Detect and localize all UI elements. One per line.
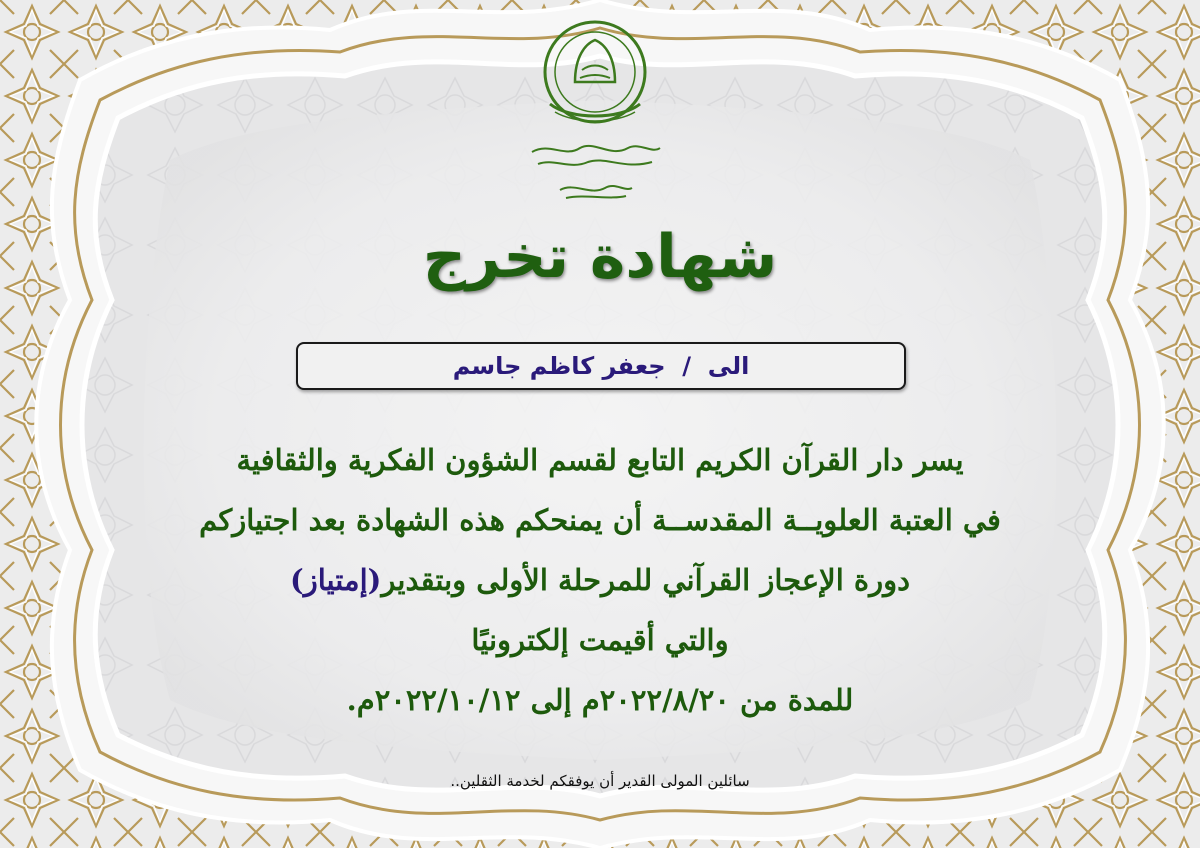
department-calligraphy (532, 146, 660, 198)
certificate-title: شهادة تخرج (422, 222, 778, 292)
body-line-3-text: دورة الإعجاز القرآني للمرحلة الأولى وبتقدير (381, 563, 910, 597)
closing-prayer: سائلين المولى القدير أن يوفقكم لخدمة الثقلين.. (450, 772, 750, 790)
recipient-separator: / (682, 352, 692, 380)
body-line-2: في العتبة العلويــة المقدســة أن يمنحكم هذه الشهادة بعد اجتيازكم (199, 503, 1001, 537)
body-line-4: والتي أقيمت إلكترونيًا (471, 623, 729, 657)
grade-close: ) (289, 563, 304, 597)
institution-logo (520, 12, 670, 212)
recipient-name: جعفر كاظم جاسم (452, 352, 666, 380)
body-line-3 (140, 550, 1060, 610)
recipient-prefix: الى (707, 352, 750, 380)
body-line-1: يسر دار القرآن الكريم التابع لقسم الشؤون الفكرية والثقافية (236, 443, 964, 477)
recipient-box (296, 342, 906, 390)
grade-value: إمتياز (303, 563, 368, 597)
recipient-line (453, 352, 750, 380)
body-line-5: للمدة من ٢٠٢٢/٨/٢٠م إلى ٢٠٢٢/١٠/١٢م. (346, 683, 854, 717)
certificate-body (140, 430, 1060, 730)
grade-open: ( (367, 563, 382, 597)
seal-emblem (545, 22, 645, 122)
